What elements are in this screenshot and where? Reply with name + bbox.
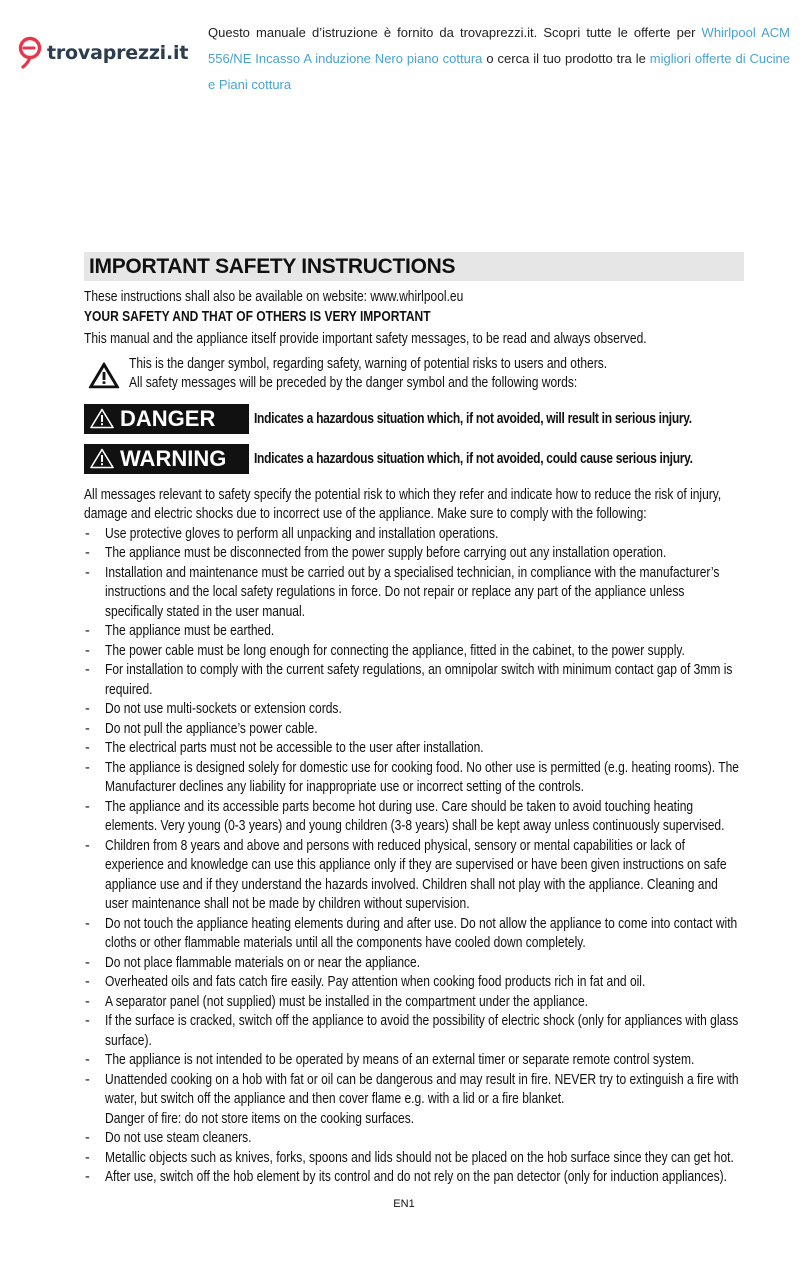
important-line: YOUR SAFETY AND THAT OF OTHERS IS VERY IMPORTANT [84,308,431,325]
list-item-text: A separator panel (not supplied) must be installed in the compartment under the appliance. [105,993,589,1010]
list-item [84,1012,744,1051]
list-item-text: The appliance is designed solely for domestic use for cooking food. No other use is permitted (e.g. heating rooms). The Manufacturer declines any liability for inappropriate use or incorrect setting of the controls. [105,759,739,795]
safety-list [84,525,744,1110]
list-item-text: Children from 8 years and above and persons with reduced physical, sensory or mental capabilities or lack of experience and knowledge can use this appliance only if they are supervised or have been given instructions on safe appliance use and if they understand the hazards involved. Children shall not play with the appliance. Cleaning and user maintenance shall not be made by children without supervision. [105,837,727,912]
list-item-text: If the surface is cracked, switch off the appliance to avoid the possibility of electric shock (only for appliances with glass surface). [105,1013,739,1049]
warning-description: Indicates a hazardous situation which, if not avoided, could cause serious injury. [254,450,693,467]
warning-label: WARNING [120,445,227,471]
danger-triangle-icon [90,408,114,429]
page-number: EN1 [393,1198,415,1210]
danger-symbol-explanation [84,355,744,394]
list-item-text: Installation and maintenance must be carried out by a specialised technician, in compliance with the manufacturer’s instructions and the local safety regulations in force. Do not repair or replace any part of the appliance unless specifically stated in the user manual. [105,564,720,620]
list-item [84,739,744,759]
list-item [84,1051,744,1071]
list-item-text: Do not use multi-sockets or extension cords. [105,701,342,717]
danger-triangle-icon [88,361,120,389]
list-item-text: The electrical parts must not be accessible to the user after installation. [105,740,484,756]
category-link[interactable]: migliori offerte di Cucine e Piani cottura [208,51,790,92]
list-item [84,720,744,740]
section-title: IMPORTANT SAFETY INSTRUCTIONS [84,252,744,281]
list-item [84,954,744,974]
list-item [84,544,744,564]
list-item [84,973,744,993]
symbol-line-2: All safety messages will be preceded by the danger symbol and the following words: [129,375,578,391]
intro-line: This manual and the appliance itself provide important safety messages, to be read and always observed. [84,331,647,347]
list-item-text: For installation to comply with the current safety regulations, an omnipolar switch with minimum contact gap of 3mm is required. [105,662,733,698]
danger-label: DANGER [120,405,216,431]
list-item-text: The appliance must be earthed. [105,623,275,639]
trovaprezzi-logo[interactable] [18,36,188,70]
warning-label-box [84,444,249,474]
list-item-text: The appliance must be disconnected from the power supply before carrying out any installation operation. [105,545,667,561]
list-item-text: Do not place flammable materials on or near the appliance. [105,954,421,971]
list-item [84,1149,744,1169]
symbol-line-1: This is the danger symbol, regarding safety, warning of potential risks to users and others. [129,355,608,372]
list-item-text: Use protective gloves to perform all unpacking and installation operations. [105,525,499,542]
banner-pre: Questo manuale d’istruzione è fornito da trovaprezzi.it. Scopri tutte le offerte per [208,25,702,40]
para-line-2: damage and electric shocks due to incorrect use of the appliance. Make sure to comply with the following: [84,506,647,522]
list-item [84,1071,744,1110]
list-item [84,993,744,1013]
list-item-text: The appliance and its accessible parts become hot during use. Care should be taken to avoid touching heating elements. Very young (0-3 years) and young children (3-8 years) shall be kept away unless continuously supervised. [105,798,725,834]
list-item [84,837,744,915]
list-item [84,1168,744,1188]
safety-paragraph [84,486,744,525]
list-item-text: Metallic objects such as knives, forks, spoons and lids should not be placed on the hob surface since they can get hot. [105,1149,734,1166]
list-item-text: After use, switch off the hob element by its control and do not rely on the pan detector (only for induction appliances). [105,1169,727,1185]
safety-instructions [84,252,744,1188]
list-item [84,661,744,700]
banner-text [208,20,790,98]
banner-mid: o cerca il tuo prodotto tra le [482,51,650,66]
logo-text: trovaprezzi.it [47,42,189,64]
list-item [84,642,744,662]
list-item-text: Unattended cooking on a hob with fat or oil can be dangerous and may result in fire. NEVER try to extinguish a fire with water, but switch off the appliance and then cover flame e.g. with a lid or a fire blanket. [105,1071,739,1107]
danger-label-box [84,404,249,434]
list-item [84,915,744,954]
danger-triangle-icon [90,448,114,469]
list-item [84,1129,744,1149]
list-item-text: The appliance is not intended to be operated by means of an external timer or separate remote control system. [105,1052,695,1068]
list-item [84,525,744,545]
danger-row [84,404,744,434]
list-item [84,700,744,720]
danger-description: Indicates a hazardous situation which, if not avoided, will result in serious injury. [254,410,692,427]
list-item [84,798,744,837]
list-item [84,759,744,798]
product-link[interactable]: Whirlpool ACM 556/NE Incasso A induzione Nero piano cottura [208,25,791,66]
list-item [84,622,744,642]
list-item-text: Do not touch the appliance heating elements during and after use. Do not allow the appliance to come into contact with cloths or other flammable materials until all the components have cooled down completely. [105,915,738,951]
list-item-text: Do not pull the appliance’s power cable. [105,720,318,737]
warning-row [84,444,744,474]
website-line: These instructions shall also be available on website: www.whirlpool.eu [84,289,464,305]
fire-note: Danger of fire: do not store items on the cooking surfaces. [105,1110,415,1127]
list-item [84,564,744,623]
safety-list-tail [84,1129,744,1188]
list-item-text: Do not use steam cleaners. [105,1130,252,1146]
para-line-1: All messages relevant to safety specify the potential risk to which they refer and indicate how to reduce the risk of injury, [84,486,722,503]
list-item-text: The power cable must be long enough for connecting the appliance, fitted in the cabinet, to the power supply. [105,642,685,659]
list-item-text: Overheated oils and fats catch fire easily. Pay attention when cooking food products rich in fat and oil. [105,974,646,990]
price-tag-icon [18,36,42,70]
